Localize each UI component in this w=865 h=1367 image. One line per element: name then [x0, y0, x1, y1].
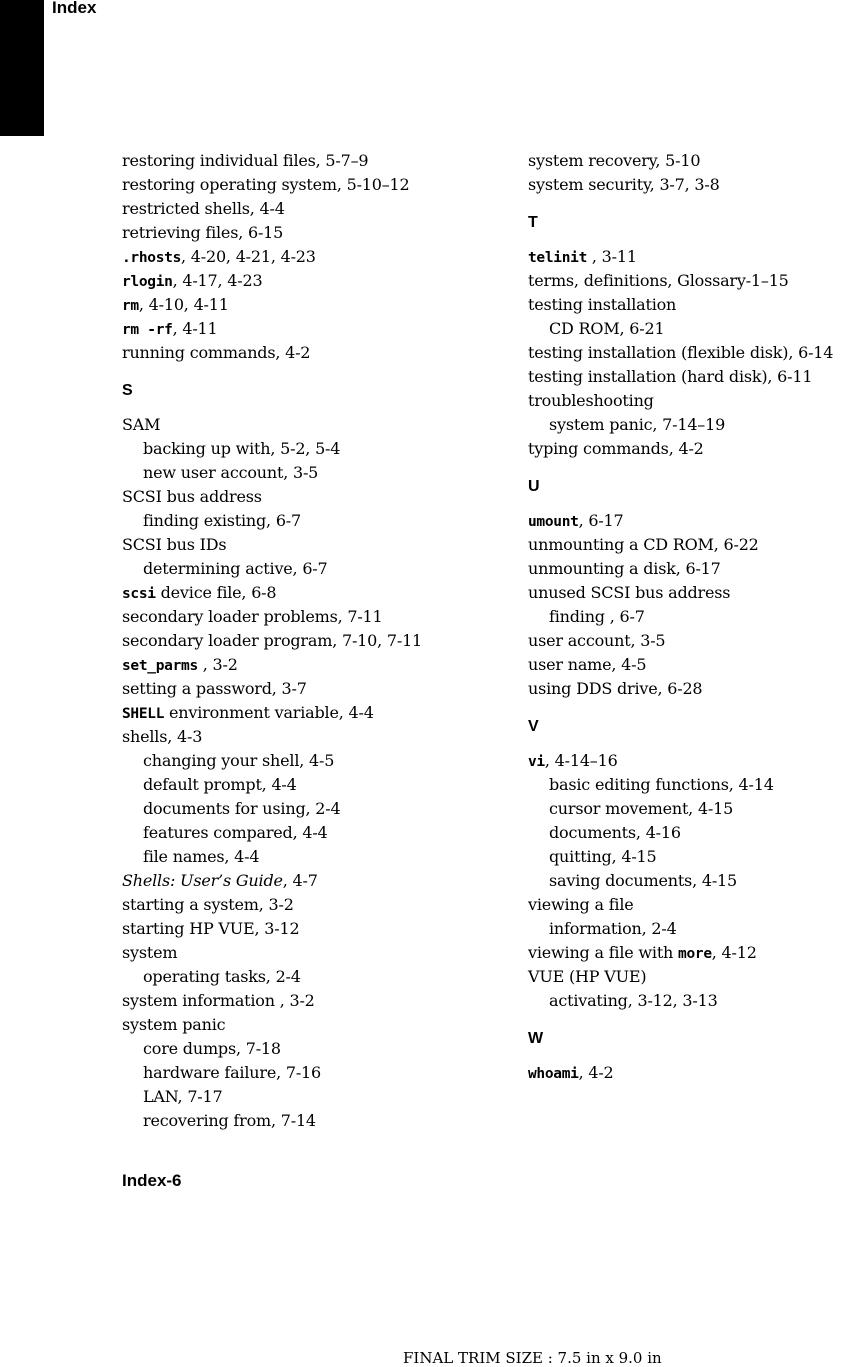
command-term: whoami — [528, 1066, 579, 1082]
index-entry: unused SCSI bus address — [528, 583, 731, 602]
index-entry: SCSI bus IDs — [122, 535, 227, 554]
index-subentry: new user account, 3-5 — [143, 463, 319, 482]
index-subentry: determining active, 6-7 — [143, 559, 328, 578]
index-entry: restoring operating system, 5-10–12 — [122, 175, 410, 194]
index-entry: shells, 4-3 — [122, 727, 203, 746]
index-entry: secondary loader program, 7-10, 7-11 — [122, 631, 423, 650]
index-entry: running commands, 4-2 — [122, 343, 311, 362]
index-entry: user account, 3-5 — [528, 631, 666, 650]
page-refs: , 4-11 — [172, 319, 218, 338]
index-subentry: documents, 4-16 — [549, 823, 681, 842]
index-subentry: backing up with, 5-2, 5-4 — [143, 439, 341, 458]
command-term: rlogin — [122, 274, 173, 290]
index-entry: system — [122, 943, 178, 962]
index-entry: testing installation (flexible disk), 6-14 — [528, 343, 834, 362]
page-number: Index-6 — [122, 1171, 182, 1190]
index-entry: typing commands, 4-2 — [528, 439, 704, 458]
index-entry: unmounting a CD ROM, 6-22 — [528, 535, 759, 554]
index-subentry: information, 2-4 — [549, 919, 677, 938]
index-subentry: basic editing functions, 4-14 — [549, 775, 774, 794]
trim-size-note: FINAL TRIM SIZE : 7.5 in x 9.0 in — [403, 1349, 662, 1367]
index-entry: user name, 4-5 — [528, 655, 647, 674]
entry-text: device file, 6-8 — [155, 583, 277, 602]
index-subentry: recovering from, 7-14 — [143, 1111, 316, 1130]
index-subentry: documents for using, 2-4 — [143, 799, 341, 818]
entry-text: environment variable, 4-4 — [164, 703, 374, 722]
index-entry: VUE (HP VUE) — [528, 967, 647, 986]
index-entry: terms, definitions, Glossary-1–15 — [528, 271, 789, 290]
letter-heading-t: T — [528, 214, 538, 231]
index-entry: starting a system, 3-2 — [122, 895, 294, 914]
index-subentry: quitting, 4-15 — [549, 847, 657, 866]
index-entry: viewing a file — [528, 895, 634, 914]
index-subentry: activating, 3-12, 3-13 — [549, 991, 718, 1010]
index-subentry: operating tasks, 2-4 — [143, 967, 301, 986]
running-header-title: Index — [52, 0, 97, 17]
index-subentry: hardware failure, 7-16 — [143, 1063, 322, 1082]
command-term: vi — [528, 754, 545, 770]
index-entry: SCSI bus address — [122, 487, 262, 506]
index-entry: system recovery, 5-10 — [528, 151, 701, 170]
page-refs: , 4-14–16 — [544, 751, 618, 770]
index-entry-vi — [528, 749, 865, 773]
command-term: scsi — [122, 586, 156, 602]
page-refs: , 4-7 — [282, 871, 318, 890]
command-term: rm -rf — [122, 322, 173, 338]
index-entry-rm — [122, 293, 492, 317]
index-subentry: system panic, 7-14–19 — [549, 415, 726, 434]
index-entry: secondary loader problems, 7-11 — [122, 607, 383, 626]
command-term: set_parms — [122, 658, 198, 674]
page-refs: , 4-12 — [711, 943, 757, 962]
letter-heading-v: V — [528, 718, 539, 735]
index-entry: testing installation (hard disk), 6-11 — [528, 367, 813, 386]
command-term: more — [678, 946, 712, 962]
index-entry-rm-rf — [122, 317, 492, 341]
entry-text: viewing a file with — [528, 943, 679, 962]
index-subentry: default prompt, 4-4 — [143, 775, 297, 794]
page-refs: , 4-2 — [578, 1063, 614, 1082]
index-entry-rlogin — [122, 269, 492, 293]
index-entry-set-parms — [122, 653, 492, 677]
index-entry-shell-env — [122, 701, 492, 725]
index-entry: starting HP VUE, 3-12 — [122, 919, 300, 938]
page-refs: , 3-2 — [197, 655, 238, 674]
index-entry: system information , 3-2 — [122, 991, 315, 1010]
index-entry: SAM — [122, 415, 161, 434]
page-refs: , 4-20, 4-21, 4-23 — [181, 247, 316, 266]
letter-heading-u: U — [528, 478, 540, 495]
page-refs: , 4-17, 4-23 — [172, 271, 263, 290]
index-subentry: LAN, 7-17 — [143, 1087, 223, 1106]
index-subentry: core dumps, 7-18 — [143, 1039, 281, 1058]
index-entry-telinit — [528, 245, 865, 269]
page-refs: , 4-10, 4-11 — [138, 295, 229, 314]
command-term: telinit — [528, 250, 588, 266]
index-subentry: finding existing, 6-7 — [143, 511, 301, 530]
index-entry-shells-guide — [122, 869, 492, 893]
letter-heading-s: S — [122, 382, 133, 399]
index-entry-rhosts — [122, 245, 492, 269]
command-term: .rhosts — [122, 250, 182, 266]
index-column-right — [528, 149, 865, 1085]
command-term: SHELL — [122, 706, 165, 722]
page-refs: , 6-17 — [578, 511, 624, 530]
index-subentry: saving documents, 4-15 — [549, 871, 737, 890]
index-subentry: finding , 6-7 — [549, 607, 645, 626]
section-tab-marker — [0, 0, 44, 136]
index-entry: retrieving files, 6-15 — [122, 223, 284, 242]
index-entry: restricted shells, 4-4 — [122, 199, 285, 218]
index-entry: setting a password, 3-7 — [122, 679, 307, 698]
index-entry: system security, 3-7, 3-8 — [528, 175, 720, 194]
index-entry-viewing-more — [528, 941, 865, 965]
command-term: rm — [122, 298, 139, 314]
index-subentry: changing your shell, 4-5 — [143, 751, 335, 770]
index-entry-scsi — [122, 581, 492, 605]
book-title: Shells: User’s Guide — [122, 871, 283, 890]
index-subentry: file names, 4-4 — [143, 847, 260, 866]
page-refs: , 3-11 — [587, 247, 637, 266]
index-entry-umount — [528, 509, 865, 533]
command-term: umount — [528, 514, 579, 530]
index-entry-whoami — [528, 1061, 865, 1085]
letter-heading-w: W — [528, 1030, 544, 1047]
index-subentry: features compared, 4-4 — [143, 823, 328, 842]
index-subentry: CD ROM, 6-21 — [549, 319, 665, 338]
index-entry: system panic — [122, 1015, 226, 1034]
index-entry: troubleshooting — [528, 391, 654, 410]
index-column-left — [122, 149, 492, 1133]
index-entry: using DDS drive, 6-28 — [528, 679, 703, 698]
index-subentry: cursor movement, 4-15 — [549, 799, 734, 818]
index-entry: testing installation — [528, 295, 677, 314]
index-entry: unmounting a disk, 6-17 — [528, 559, 721, 578]
index-entry: restoring individual files, 5-7–9 — [122, 151, 369, 170]
